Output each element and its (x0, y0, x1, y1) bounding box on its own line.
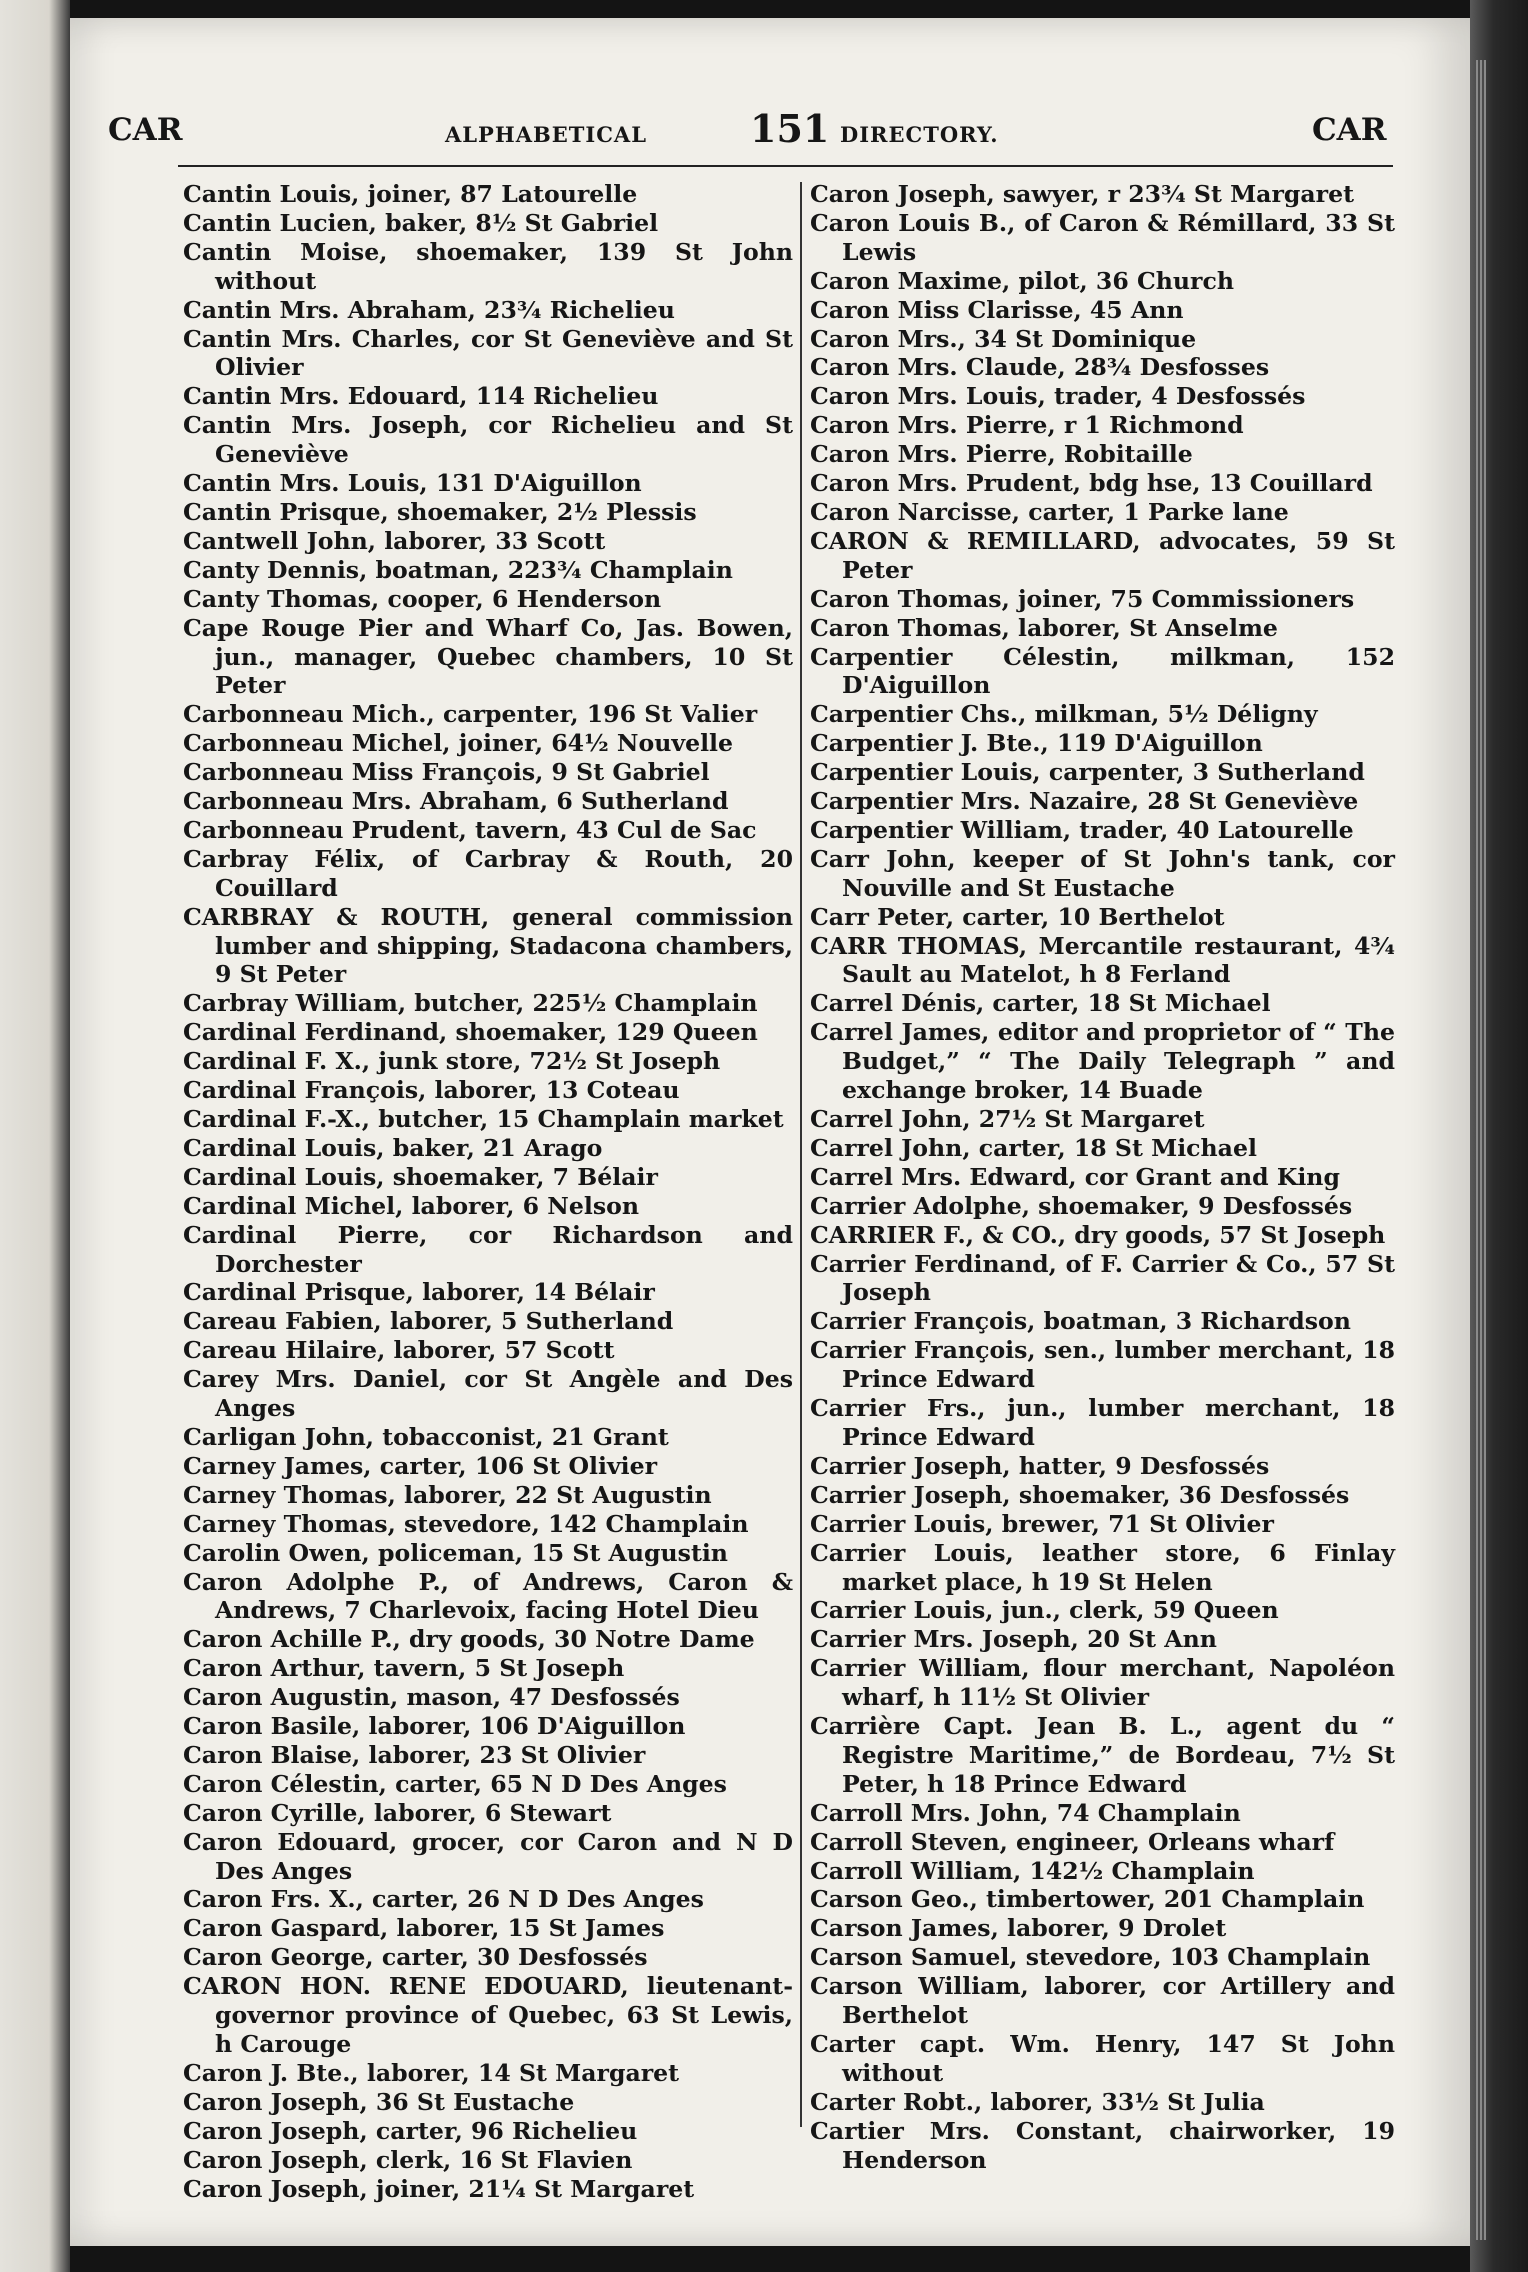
directory-entry: Carrel John, 27½ St Margaret (810, 1105, 1205, 1133)
directory-entry: Carpentier Mrs. Nazaire, 28 St Geneviève (810, 787, 1359, 816)
directory-entry: Carligan John, tobacconist, 21 Grant (183, 1422, 669, 1451)
directory-entry: Carolin Owen, policeman, 15 St Augustin (183, 1538, 728, 1567)
directory-entry: Carrier François, sen., lumber merchant, 18 Prince Edward (810, 1336, 1395, 1394)
directory-entry: Carpentier Célestin, milkman, 152 D'Aiguillon (810, 642, 1395, 700)
directory-entry: Caron Louis B., of Caron & Rémillard, 33 St Lewis (810, 208, 1395, 266)
directory-entry: Caron Arthur, tavern, 5 St Joseph (183, 1654, 625, 1683)
directory-entry: Cardinal Louis, shoemaker, 7 Bélair (183, 1162, 658, 1191)
directory-entry: Caron Mrs. Prudent, bdg hse, 13 Couillard (810, 469, 1373, 498)
directory-entry: Caron Célestin, carter, 65 N D Des Anges (183, 1769, 727, 1798)
directory-entry: Carrier Adolphe, shoemaker, 9 Desfossés (810, 1191, 1353, 1220)
directory-entry: Carr John, keeper of St John's tank, cor Nouville and St Eustache (810, 844, 1395, 902)
directory-entry: Cantin Mrs. Abraham, 23¾ Richelieu (183, 295, 675, 324)
directory-entry: Carpentier J. Bte., 119 D'Aiguillon (810, 729, 1263, 758)
directory-entry: Cantin Mrs. Charles, cor St Geneviève and St Olivier (183, 324, 793, 382)
directory-entry: Carter capt. Wm. Henry, 147 St John without (810, 2030, 1395, 2087)
running-title-left: ALPHABETICAL (445, 122, 647, 147)
directory-entry: Carbray William, butcher, 225½ Champlain (183, 989, 758, 1018)
directory-entry: Caron Mrs. Pierre, r 1 Richmond (810, 411, 1244, 440)
directory-entry: Carney Thomas, laborer, 22 St Augustin (183, 1480, 712, 1509)
directory-entry: Caron Gaspard, laborer, 15 St James (183, 1914, 665, 1943)
directory-entry: Carter Robt., laborer, 33½ St Julia (810, 2087, 1265, 2116)
directory-entry: Carrier Mrs. Joseph, 20 St Ann (810, 1625, 1217, 1654)
directory-entry: Carbonneau Mrs. Abraham, 6 Sutherland (183, 787, 729, 816)
directory-entry: Carrier Ferdinand, of F. Carrier & Co., 57 St Joseph (810, 1249, 1395, 1307)
directory-entry: CARON & REMILLARD, advocates, 59 St Peter (810, 526, 1395, 584)
directory-entry: Carroll Steven, engineer, Orleans wharf (810, 1827, 1335, 1856)
directory-entry: Cantin Mrs. Louis, 131 D'Aiguillon (183, 469, 642, 498)
directory-entry: Cardinal Ferdinand, shoemaker, 129 Queen (183, 1018, 758, 1047)
directory-entry: Carroll William, 142½ Champlain (810, 1856, 1255, 1885)
directory-entry: Cardinal F.-X., butcher, 15 Champlain market (183, 1105, 784, 1133)
directory-entry: Cantin Mrs. Edouard, 114 Richelieu (183, 382, 659, 411)
directory-entry: Carson Samuel, stevedore, 103 Champlain (810, 1943, 1371, 1972)
directory-entry: Cape Rouge Pier and Wharf Co, Jas. Bowen, jun., manager, Quebec chambers, 10 St Peter (183, 613, 793, 700)
directory-entry: Carson James, laborer, 9 Drolet (810, 1914, 1227, 1943)
directory-entry: CARON HON. RENE EDOUARD, lieutenant-governor province of Quebec, 63 St Lewis, h Carouge (183, 1972, 793, 2058)
column-divider (800, 182, 802, 2127)
directory-entry: Carbonneau Michel, joiner, 64½ Nouvelle (183, 729, 734, 758)
directory-entry: Cantin Mrs. Joseph, cor Richelieu and St Geneviève (183, 411, 793, 469)
directory-entry: Cantwell John, laborer, 33 Scott (183, 526, 606, 555)
directory-entry: Caron Maxime, pilot, 36 Church (810, 266, 1235, 295)
directory-entry: Cardinal Michel, laborer, 6 Nelson (183, 1191, 639, 1220)
running-title-right: DIRECTORY. (840, 122, 999, 147)
directory-entry: Caron Joseph, 36 St Eustache (183, 2087, 575, 2116)
directory-entry: Carey Mrs. Daniel, cor St Angèle and Des Anges (183, 1365, 793, 1423)
directory-entry: Caron Thomas, laborer, St Anselme (810, 613, 1278, 642)
directory-entry: CARBRAY & ROUTH, general commission lumber and shipping, Stadacona chambers, 9 St Peter (183, 902, 793, 989)
directory-entry: Carrier Louis, leather store, 6 Finlay market place, h 19 St Helen (810, 1538, 1395, 1596)
directory-entry: Carbray Félix, of Carbray & Routh, 20 Couillard (183, 844, 793, 902)
directory-entry: Carroll Mrs. John, 74 Champlain (810, 1798, 1241, 1827)
directory-entry: Careau Fabien, laborer, 5 Sutherland (183, 1307, 674, 1336)
directory-entry: Carrier Joseph, hatter, 9 Desfossés (810, 1451, 1270, 1480)
running-head-right: CAR (1312, 112, 1387, 148)
directory-entry: Cantin Louis, joiner, 87 Latourelle (183, 180, 638, 208)
directory-entry: Canty Thomas, cooper, 6 Henderson (183, 584, 662, 613)
directory-entry: CARRIER F., & CO., dry goods, 57 St Joseph (810, 1220, 1386, 1249)
directory-entry: Caron Miss Clarisse, 45 Ann (810, 295, 1184, 324)
directory-entry: Canty Dennis, boatman, 223¾ Champlain (183, 555, 733, 584)
directory-entry: Cartier Mrs. Constant, chairworker, 19 Henderson (810, 2116, 1395, 2174)
directory-entry: Cantin Prisque, shoemaker, 2½ Plessis (183, 497, 697, 526)
directory-entry: Carpentier Louis, carpenter, 3 Sutherland (810, 758, 1365, 787)
directory-entry: Caron J. Bte., laborer, 14 St Margaret (183, 2058, 680, 2087)
left-column (183, 180, 793, 2203)
directory-entry: Carney James, carter, 106 St Olivier (183, 1451, 658, 1480)
directory-entry: Caron Blaise, laborer, 23 St Olivier (183, 1740, 646, 1769)
directory-entry: Caron Joseph, carter, 96 Richelieu (183, 2116, 638, 2145)
right-column (810, 180, 1395, 2175)
page-number: 151 (750, 106, 830, 151)
header-rule (178, 165, 1393, 167)
directory-entry: Carrier Joseph, shoemaker, 36 Desfossés (810, 1480, 1350, 1509)
directory-entry: Carrier Louis, jun., clerk, 59 Queen (810, 1596, 1279, 1625)
directory-entry: Cantin Lucien, baker, 8½ St Gabriel (183, 208, 659, 237)
directory-entry: Caron Augustin, mason, 47 Desfossés (183, 1683, 680, 1712)
facing-page-edge (0, 0, 70, 2272)
directory-entry: Caron Narcisse, carter, 1 Parke lane (810, 497, 1289, 526)
directory-entry: Caron Joseph, clerk, 16 St Flavien (183, 2145, 633, 2174)
book-spine (1470, 0, 1528, 2272)
directory-entry: Carson Geo., timbertower, 201 Champlain (810, 1885, 1365, 1914)
directory-entry: Carbonneau Mich., carpenter, 196 St Valier (183, 700, 758, 729)
directory-entry: Carson William, laborer, cor Artillery and Berthelot (810, 1972, 1395, 2030)
running-head-left: CAR (108, 112, 183, 148)
directory-entry: Carrel John, carter, 18 St Michael (810, 1133, 1257, 1162)
directory-entry: CARR THOMAS, Mercantile restaurant, 4¾ Sault au Matelot, h 8 Ferland (810, 931, 1395, 989)
directory-entry: Cardinal Pierre, cor Richardson and Dorchester (183, 1220, 793, 1278)
directory-entry: Careau Hilaire, laborer, 57 Scott (183, 1336, 615, 1365)
directory-entry: Caron Thomas, joiner, 75 Commissioners (810, 584, 1355, 613)
directory-entry: Cardinal François, laborer, 13 Coteau (183, 1076, 680, 1105)
directory-entry: Carrel James, editor and proprietor of “ The Budget,” “ The Daily Telegraph ” and exchange broker, 14 Buade (810, 1018, 1395, 1105)
directory-entry: Carrier William, flour merchant, Napoléon wharf, h 11½ St Olivier (810, 1654, 1395, 1712)
directory-entry: Carr Peter, carter, 10 Berthelot (810, 902, 1225, 931)
directory-entry: Caron Mrs. Claude, 28¾ Desfosses (810, 353, 1270, 382)
directory-entry: Carrier Louis, brewer, 71 St Olivier (810, 1509, 1274, 1538)
directory-entry: Carbonneau Prudent, tavern, 43 Cul de Sac (183, 815, 757, 844)
directory-entry: Caron George, carter, 30 Desfossés (183, 1943, 648, 1972)
directory-entry: Caron Mrs. Louis, trader, 4 Desfossés (810, 382, 1306, 411)
directory-entry: Carpentier William, trader, 40 Latourelle (810, 815, 1354, 844)
directory-entry: Caron Joseph, joiner, 21¼ St Margaret (183, 2174, 695, 2203)
directory-entry: Caron Mrs., 34 St Dominique (810, 324, 1197, 353)
directory-entry: Cardinal Louis, baker, 21 Arago (183, 1133, 603, 1162)
directory-entry: Carpentier Chs., milkman, 5½ Déligny (810, 700, 1318, 729)
directory-entry: Cardinal F. X., junk store, 72½ St Joseph (183, 1047, 721, 1076)
directory-entry: Caron Joseph, sawyer, r 23¾ St Margaret (810, 180, 1355, 208)
directory-entry: Caron Cyrille, laborer, 6 Stewart (183, 1798, 612, 1827)
directory-entry: Carrière Capt. Jean B. L., agent du “ Registre Maritime,” de Bordeau, 7½ St Peter, h 18 Prince Edward (810, 1712, 1395, 1798)
directory-entry: Carrel Mrs. Edward, cor Grant and King (810, 1162, 1340, 1191)
directory-entry: Carrier Frs., jun., lumber merchant, 18 Prince Edward (810, 1394, 1395, 1451)
directory-entry: Cantin Moise, shoemaker, 139 St John without (183, 237, 793, 295)
directory-entry: Caron Achille P., dry goods, 30 Notre Dame (183, 1625, 755, 1654)
directory-entry: Caron Mrs. Pierre, Robitaille (810, 440, 1193, 469)
directory-entry: Carrier François, boatman, 3 Richardson (810, 1307, 1351, 1336)
directory-entry: Carney Thomas, stevedore, 142 Champlain (183, 1509, 749, 1538)
directory-entry: Caron Edouard, grocer, cor Caron and N D Des Anges (183, 1827, 793, 1885)
directory-entry: Carbonneau Miss François, 9 St Gabriel (183, 758, 710, 787)
directory-entry: Caron Frs. X., carter, 26 N D Des Anges (183, 1885, 704, 1914)
directory-entry: Caron Basile, laborer, 106 D'Aiguillon (183, 1712, 686, 1741)
directory-entry: Caron Adolphe P., of Andrews, Caron & Andrews, 7 Charlevoix, facing Hotel Dieu (183, 1567, 793, 1625)
directory-entry: Carrel Dénis, carter, 18 St Michael (810, 989, 1271, 1018)
directory-entry: Cardinal Prisque, laborer, 14 Bélair (183, 1278, 655, 1307)
